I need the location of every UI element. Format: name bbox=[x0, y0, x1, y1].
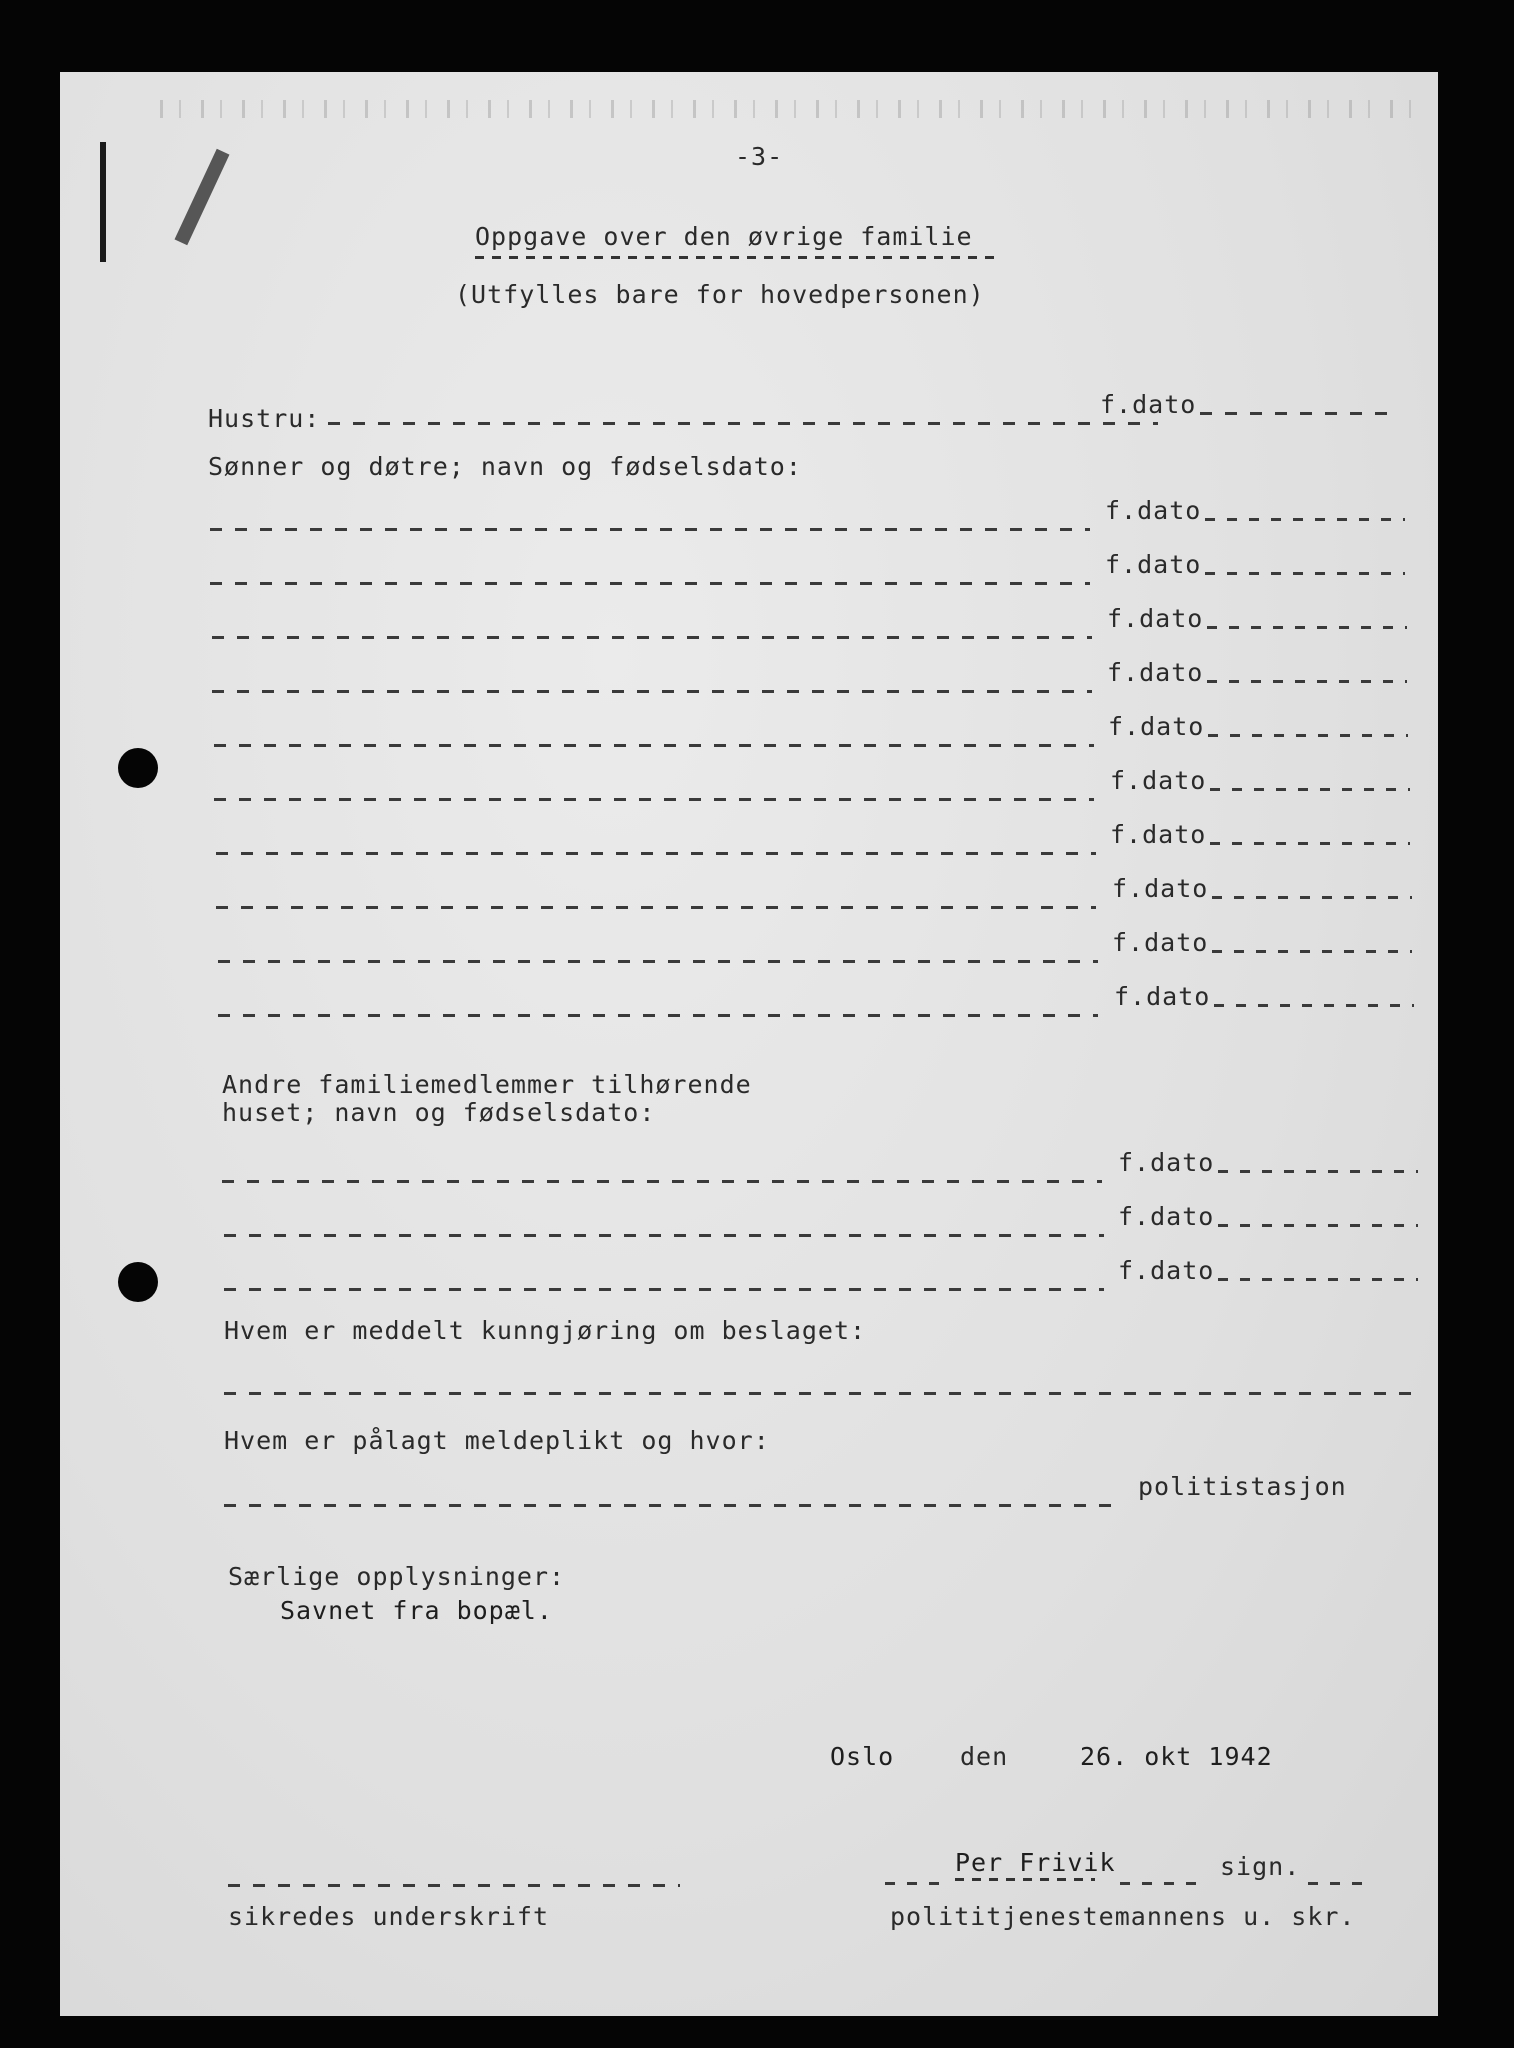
insured-signature-line bbox=[228, 1884, 680, 1887]
child-date-label: f.dato bbox=[1108, 712, 1205, 741]
wife-date-line bbox=[1200, 412, 1400, 415]
reporting-label: Hvem er pålagt meldeplikt og hvor: bbox=[224, 1426, 770, 1455]
punch-hole-bottom bbox=[118, 1262, 158, 1302]
child-date-line bbox=[1212, 950, 1412, 953]
child-date-line bbox=[1210, 842, 1410, 845]
child-date-label: f.dato bbox=[1105, 550, 1202, 579]
page-title: Oppgave over den øvrige familie bbox=[475, 222, 973, 251]
den-label: den bbox=[960, 1742, 1009, 1771]
wife-date-label: f.dato bbox=[1100, 390, 1197, 419]
other-date-line bbox=[1218, 1278, 1418, 1281]
page-subtitle: (Utfylles bare for hovedpersonen) bbox=[455, 280, 985, 309]
reporting-suffix: politistasjon bbox=[1138, 1472, 1347, 1501]
other-name-line bbox=[222, 1180, 1102, 1183]
other-name-line bbox=[224, 1288, 1104, 1291]
child-name-line bbox=[214, 744, 1094, 747]
page-number: -3- bbox=[735, 142, 784, 171]
officer-signature-label: polititjenestemannens u. skr. bbox=[890, 1902, 1356, 1931]
child-date-line bbox=[1205, 572, 1405, 575]
child-name-line bbox=[218, 1014, 1098, 1017]
children-label: Sønner og døtre; navn og fødselsdato: bbox=[208, 452, 802, 481]
scan-mark bbox=[100, 142, 106, 262]
special-info-value: Savnet fra bopæl. bbox=[280, 1596, 553, 1625]
other-date-label: f.dato bbox=[1118, 1202, 1215, 1231]
officer-line-mid bbox=[1120, 1882, 1200, 1885]
other-name-line bbox=[224, 1234, 1104, 1237]
scan-noise bbox=[160, 100, 1420, 118]
child-name-line bbox=[216, 906, 1096, 909]
other-date-line bbox=[1218, 1224, 1418, 1227]
punch-hole-top bbox=[118, 748, 158, 788]
child-date-line bbox=[1214, 1004, 1414, 1007]
child-name-line bbox=[212, 690, 1092, 693]
other-date-label: f.dato bbox=[1118, 1148, 1215, 1177]
child-date-line bbox=[1208, 734, 1408, 737]
child-name-line bbox=[216, 852, 1096, 855]
officer-line-left bbox=[885, 1882, 945, 1885]
child-date-line bbox=[1212, 896, 1412, 899]
date-value: 26. okt 1942 bbox=[1080, 1742, 1273, 1771]
other-family-label-1: Andre familiemedlemmer tilhørende bbox=[222, 1070, 752, 1099]
child-name-line bbox=[210, 582, 1090, 585]
child-date-label: f.dato bbox=[1110, 766, 1207, 795]
child-date-label: f.dato bbox=[1114, 982, 1211, 1011]
reporting-line bbox=[224, 1504, 1120, 1507]
child-name-line bbox=[210, 528, 1090, 531]
wife-label: Hustru: bbox=[208, 404, 321, 433]
child-date-label: f.dato bbox=[1112, 874, 1209, 903]
child-date-label: f.dato bbox=[1107, 658, 1204, 687]
officer-name: Per Frivik bbox=[955, 1848, 1116, 1877]
child-date-label: f.dato bbox=[1110, 820, 1207, 849]
other-date-label: f.dato bbox=[1118, 1256, 1215, 1285]
child-date-line bbox=[1205, 518, 1405, 521]
other-date-line bbox=[1218, 1170, 1418, 1173]
child-date-line bbox=[1210, 788, 1410, 791]
child-name-line bbox=[218, 960, 1098, 963]
special-info-label: Særlige opplysninger: bbox=[228, 1562, 566, 1591]
officer-line-right bbox=[1308, 1882, 1368, 1885]
officer-name-underline bbox=[955, 1878, 1095, 1881]
officer-sign: sign. bbox=[1220, 1852, 1301, 1881]
insured-signature-label: sikredes underskrift bbox=[228, 1902, 550, 1931]
child-date-label: f.dato bbox=[1105, 496, 1202, 525]
other-family-label-2: huset; navn og fødselsdato: bbox=[222, 1098, 656, 1127]
child-name-line bbox=[212, 636, 1092, 639]
notification-line bbox=[224, 1392, 1420, 1395]
notification-label: Hvem er meddelt kunngjøring om beslaget: bbox=[224, 1316, 867, 1345]
child-date-line bbox=[1207, 680, 1407, 683]
child-name-line bbox=[214, 798, 1094, 801]
place: Oslo bbox=[830, 1742, 895, 1771]
scan-mark bbox=[175, 149, 230, 246]
title-underline bbox=[475, 256, 995, 259]
child-date-label: f.dato bbox=[1112, 928, 1209, 957]
child-date-line bbox=[1207, 626, 1407, 629]
child-date-label: f.dato bbox=[1107, 604, 1204, 633]
wife-name-line bbox=[328, 422, 1158, 425]
document-page bbox=[60, 72, 1438, 2016]
